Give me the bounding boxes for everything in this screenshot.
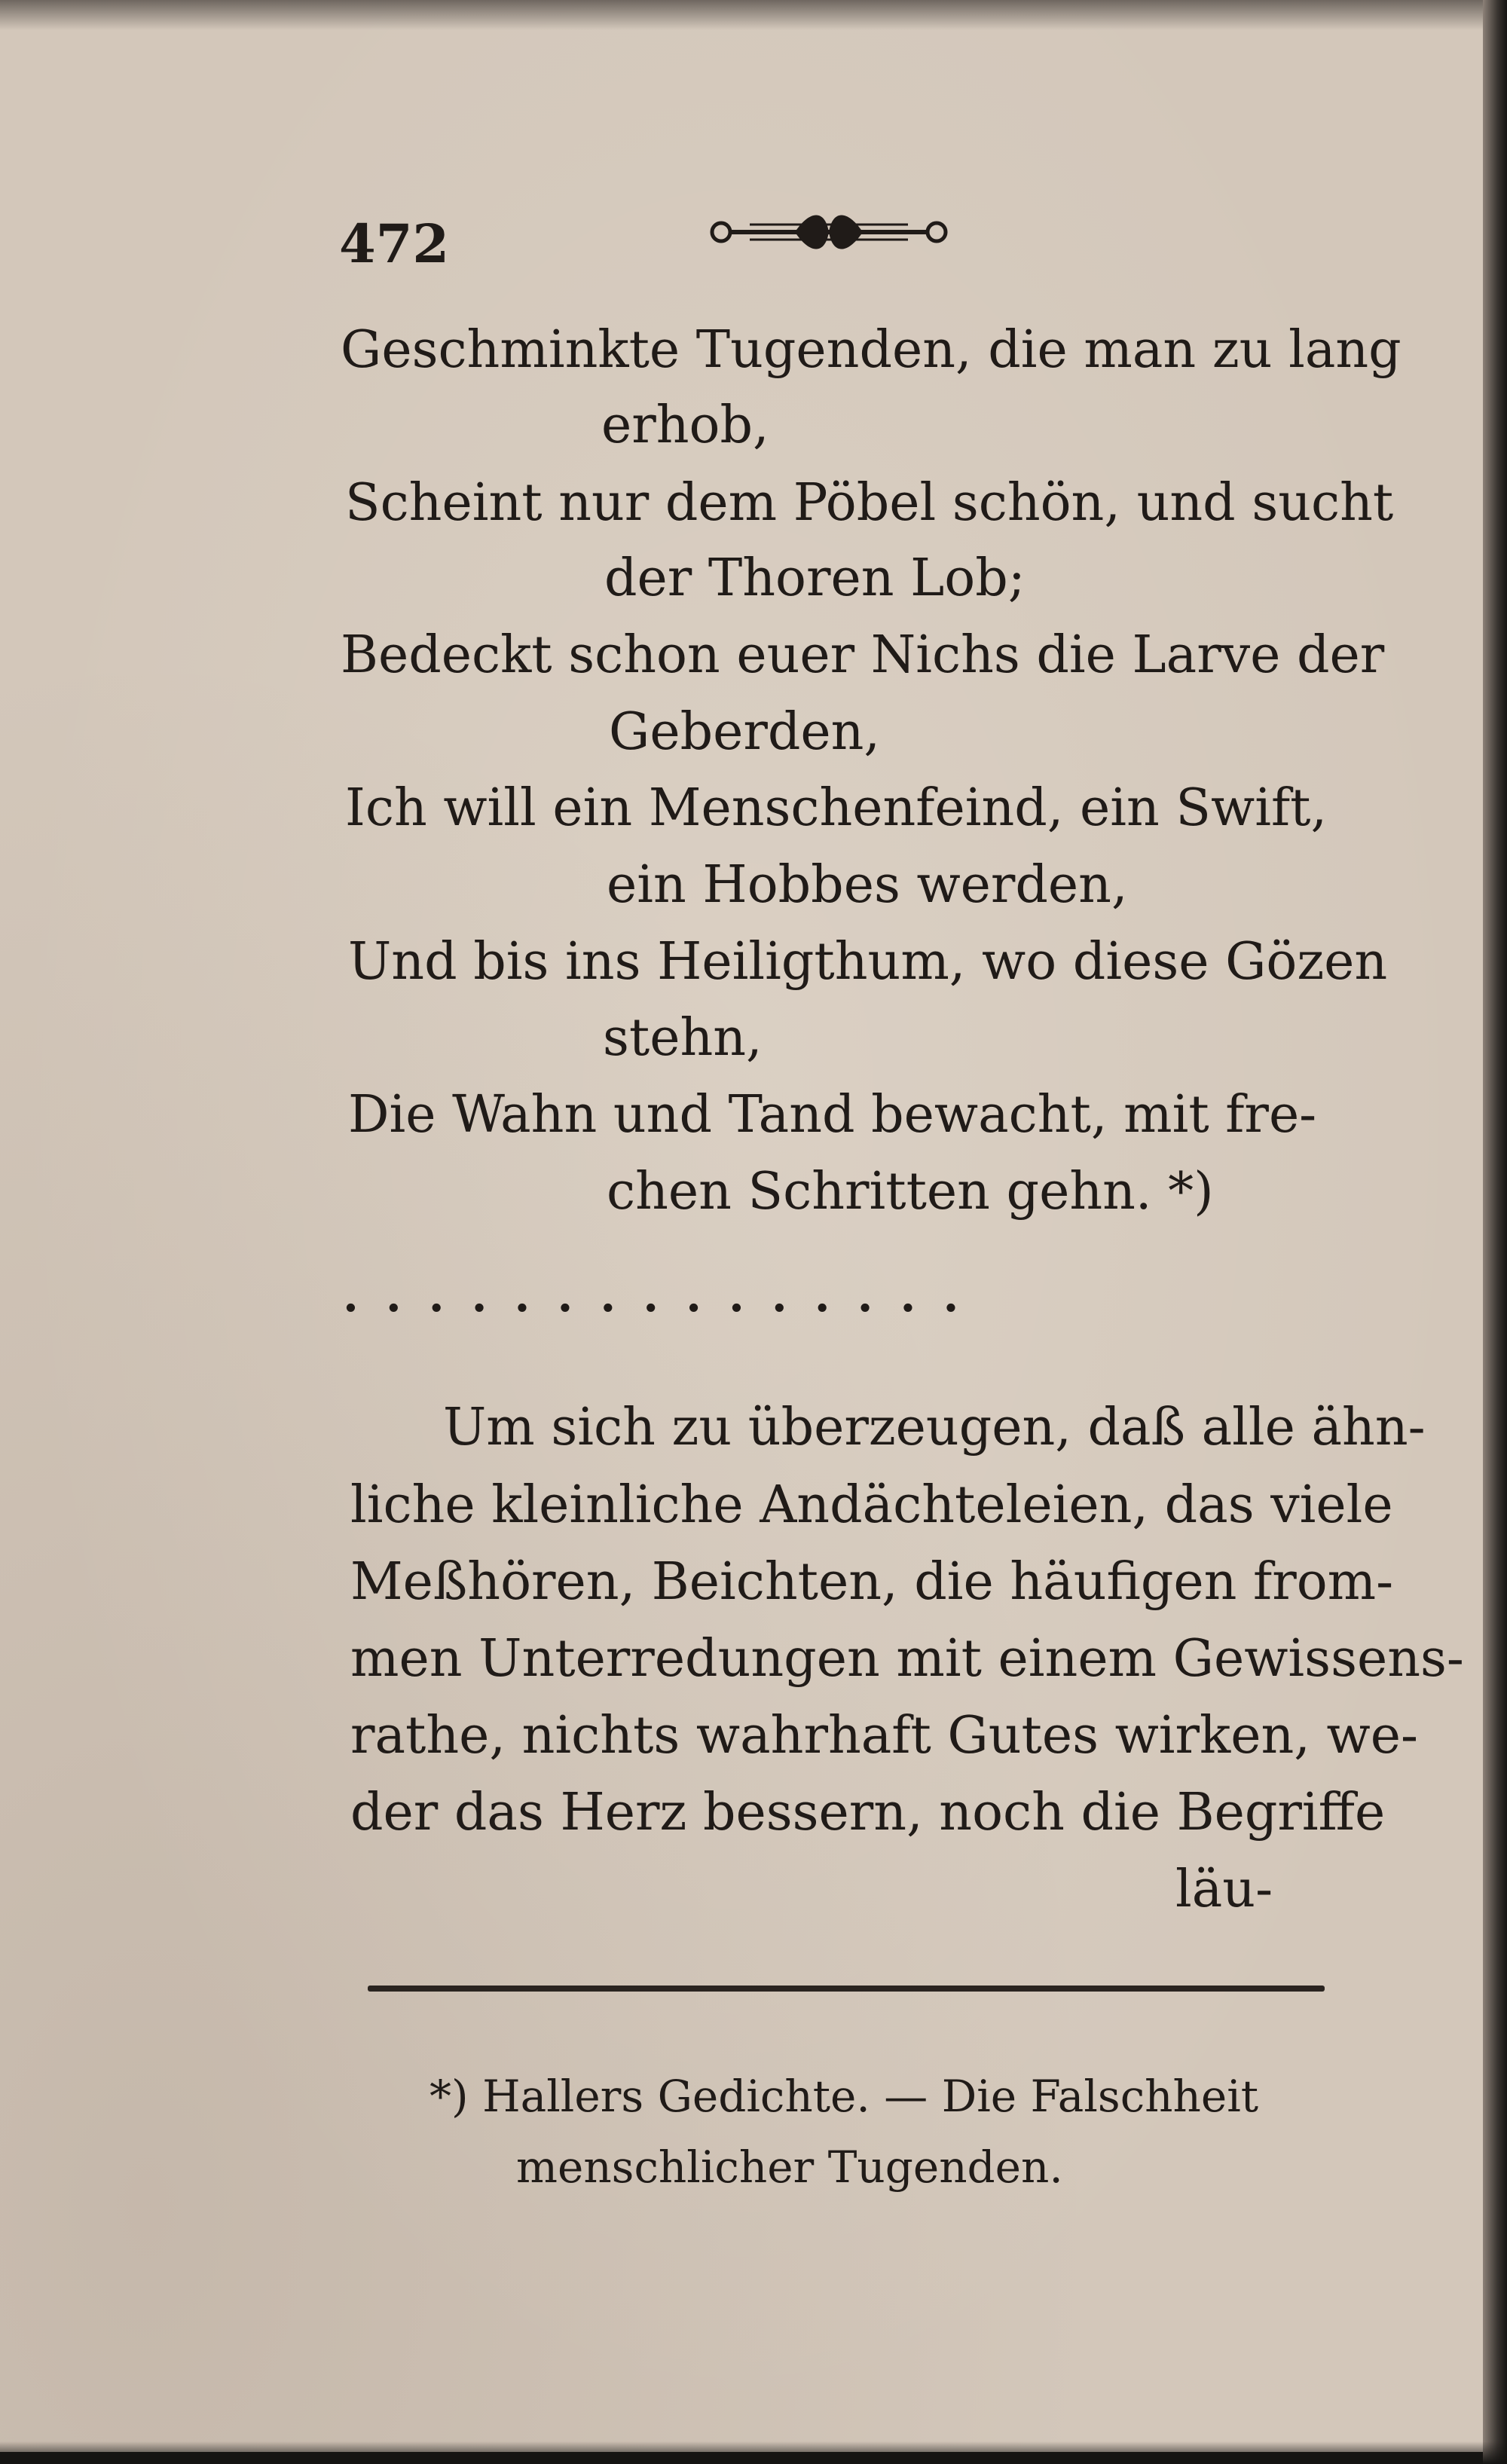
verse-line: chen Schritten gehn. *) [607, 1162, 1214, 1221]
top-shadow [0, 0, 1507, 30]
footnote-line: *) Hallers Gedichte. — Die Falschheit [429, 2071, 1259, 2122]
prose-line: Meßhören, Beichten, die häufigen from- [350, 1552, 1394, 1612]
verse-line: der Thoren Lob; [604, 549, 1026, 608]
prose-line: Um sich zu überzeugen, daß alle ähn- [443, 1398, 1426, 1457]
prose-line: liche kleinliche Andächteleien, das viele [350, 1475, 1393, 1535]
catchword: läu- [1175, 1860, 1273, 1919]
verse-line: Geschminkte Tugenden, die man zu lang [341, 320, 1402, 380]
prose-line: men Unterredungen mit einem Gewissens- [350, 1629, 1464, 1689]
footnote-line: menschlicher Tugenden. [516, 2141, 1063, 2193]
page-edge [1483, 0, 1507, 2464]
ornament-icon [705, 205, 953, 258]
verse-line: Und bis ins Heiligthum, wo diese Gözen [348, 932, 1388, 992]
prose-line: der das Herz bessern, noch die Begriffe [350, 1783, 1386, 1842]
page-number: 472 [339, 212, 450, 275]
verse-line: Die Wahn und Tand bewacht, mit fre- [348, 1085, 1317, 1145]
verse-line: Scheint nur dem Pöbel schön, und sucht [345, 473, 1394, 533]
verse-line: stehn, [603, 1008, 763, 1068]
separator-dots: ............... [343, 1270, 986, 1322]
verse-line: ein Hobbes werden, [607, 855, 1128, 915]
prose-line: rathe, nichts wahrhaft Gutes wirken, we- [350, 1706, 1418, 1765]
verse-line: erhob, [601, 396, 769, 455]
verse-line: Geberden, [609, 702, 881, 762]
footnote-rule [368, 1986, 1325, 1992]
bottom-shadow [0, 2441, 1507, 2464]
verse-line: Bedeckt schon euer Nichs die Larve der [341, 625, 1385, 685]
verse-line: Ich will ein Menschenfeind, ein Swift, [345, 778, 1328, 838]
